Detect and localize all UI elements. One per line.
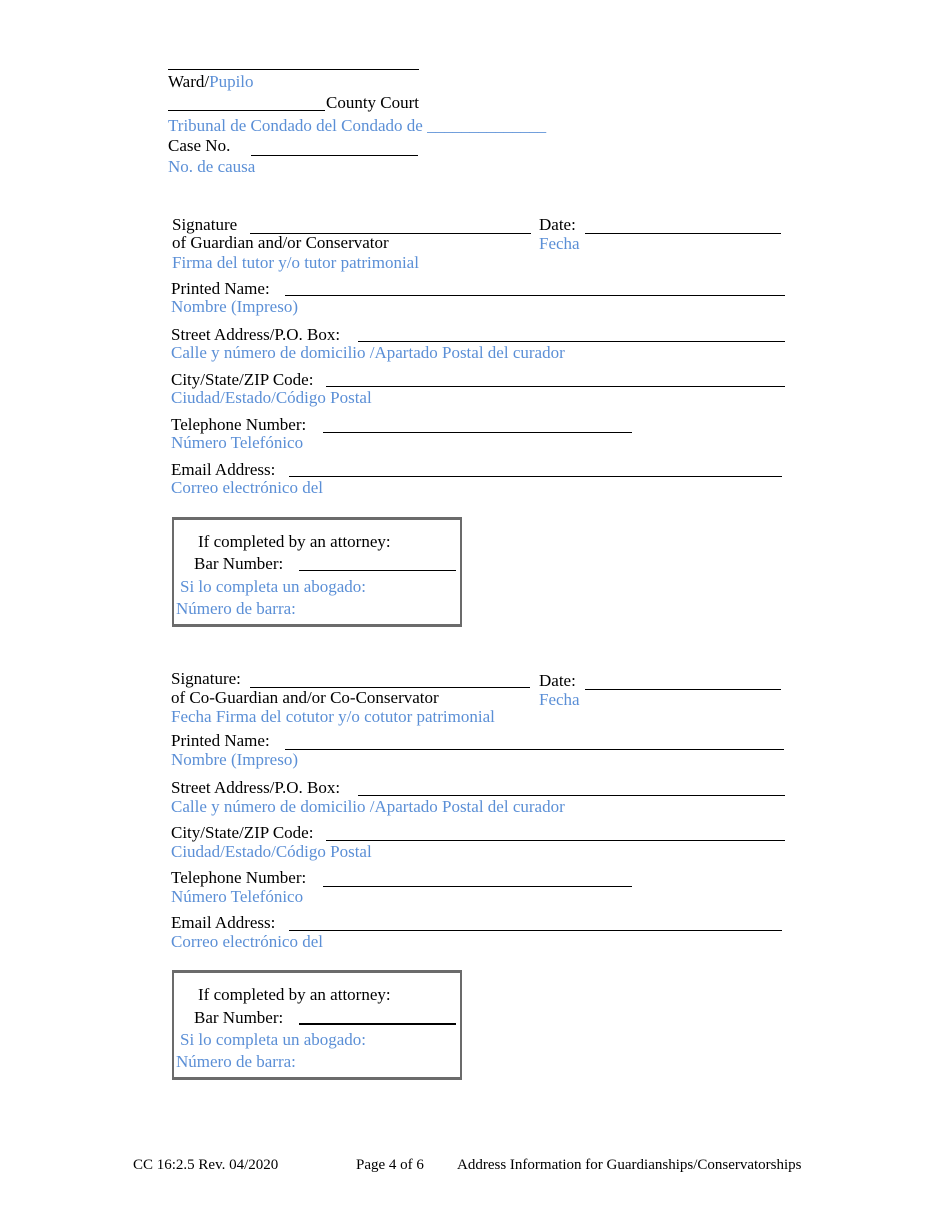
co-email-line[interactable] [289,930,782,931]
signature-of-line: of Guardian and/or Conservator [172,233,389,252]
co-signature-label: Signature: [171,669,241,688]
co-street-label-es: Calle y número de domicilio /Apartado Postal del curador [171,797,565,816]
city-label: City/State/ZIP Code: [171,370,314,389]
email-label-es: Correo electrónico del [171,478,323,497]
co-bar-number-label-es: Número de barra: [176,1052,296,1071]
co-date-label: Date: [539,671,576,690]
printed-name-line[interactable] [285,295,785,296]
city-label-es: Ciudad/Estado/Código Postal [171,388,372,407]
bar-number-label: Bar Number: [194,554,284,573]
footer-title: Address Information for Guardianships/Conservatorships [457,1157,802,1173]
bar-number-line[interactable] [299,570,456,571]
bar-number-label-es: Número de barra: [176,599,296,618]
guardian-date-line[interactable] [585,233,781,234]
co-attorney-label: If completed by an attorney: [198,985,391,1004]
case-no-label-es: No. de causa [168,157,256,176]
co-city-label-es: Ciudad/Estado/Código Postal [171,842,372,861]
co-street-line[interactable] [358,795,785,796]
phone-label-es: Número Telefónico [171,433,304,452]
email-label: Email Address: [171,460,276,479]
date-label-es: Fecha [539,234,580,253]
ward-label-en: Ward/ [168,72,210,91]
street-line[interactable] [358,341,785,342]
ward-name-line[interactable] [168,69,419,70]
county-name-line[interactable] [168,110,325,111]
ward-label [168,72,254,92]
co-phone-line[interactable] [323,886,632,887]
date-label: Date: [539,215,576,234]
county-court-es-text: Tribunal de Condado del Condado de [168,116,423,135]
printed-name-label: Printed Name: [171,279,270,298]
co-bar-number-label: Bar Number: [194,1008,284,1027]
co-date-label-es: Fecha [539,690,580,709]
ward-label-es: Pupilo [209,72,254,91]
attorney-label-es: Si lo completa un abogado: [180,577,367,596]
email-line[interactable] [289,476,782,477]
co-email-label: Email Address: [171,913,276,932]
printed-name-label-es: Nombre (Impreso) [171,297,298,316]
case-no-label: Case No. [168,136,231,155]
co-guardian-date-line[interactable] [585,689,781,690]
co-bar-number-line[interactable] [299,1023,456,1025]
footer-form-id: CC 16:2.5 Rev. 04/2020 [133,1157,279,1173]
co-city-line[interactable] [326,840,785,841]
county-blank-es: ______________ [427,116,547,135]
attorney-label: If completed by an attorney: [198,532,391,551]
co-signature-label-es: Fecha Firma del cotutor y/o cotutor patrimonial [171,707,495,726]
co-city-label: City/State/ZIP Code: [171,823,314,842]
co-printed-name-label: Printed Name: [171,731,270,750]
signature-label: Signature [172,215,238,234]
street-label-es: Calle y número de domicilio /Apartado Postal del curador [171,343,565,362]
phone-label: Telephone Number: [171,415,307,434]
co-printed-name-label-es: Nombre (Impreso) [171,750,298,769]
co-street-label: Street Address/P.O. Box: [171,778,341,797]
co-signature-of-line: of Co-Guardian and/or Co-Conservator [171,688,439,707]
street-label: Street Address/P.O. Box: [171,325,341,344]
co-phone-label-es: Número Telefónico [171,887,304,906]
county-court-label: County Court [326,93,420,112]
co-email-label-es: Correo electrónico del [171,932,323,951]
case-no-line[interactable] [251,155,418,156]
co-printed-name-line[interactable] [285,749,784,750]
footer-page-number: Page 4 of 6 [356,1157,424,1173]
phone-line[interactable] [323,432,632,433]
city-line[interactable] [326,386,785,387]
county-court-label-es [168,116,546,136]
signature-label-es: Firma del tutor y/o tutor patrimonial [172,253,419,272]
co-attorney-label-es: Si lo completa un abogado: [180,1030,367,1049]
co-phone-label: Telephone Number: [171,868,307,887]
